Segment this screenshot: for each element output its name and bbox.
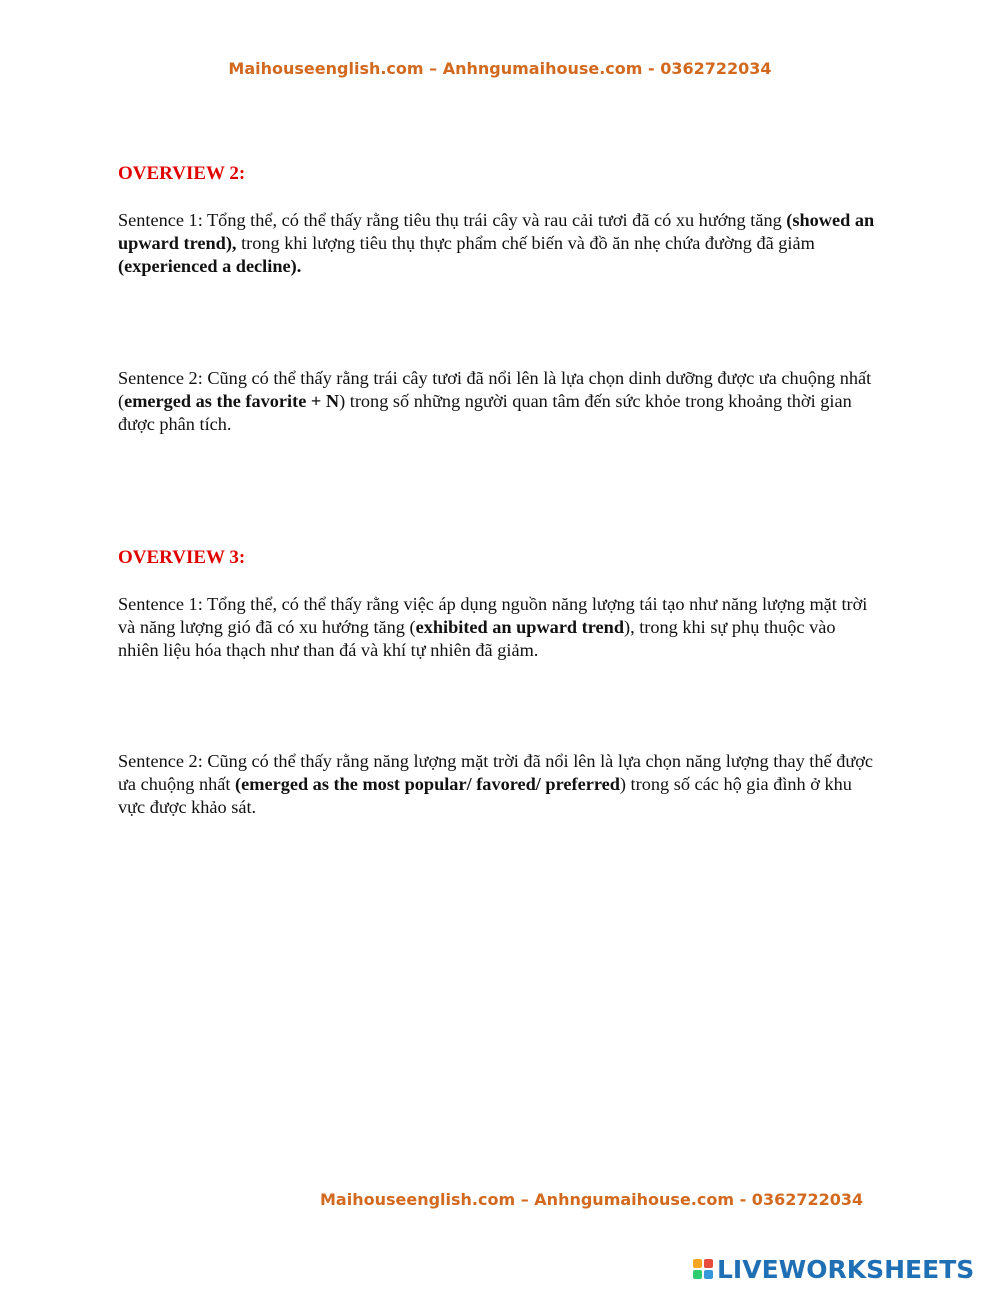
- logo-square-icon: [704, 1270, 713, 1279]
- logo-square-icon: [693, 1259, 702, 1268]
- overview-2-sentence-1: Sentence 1: Tổng thể, có thể thấy rằng tiêu thụ trái cây và rau cải tươi đã có xu hướng tăng (showed an upward trend), trong khi lượng tiêu thụ thực phẩm chế biến và đồ ăn nhẹ chứa đường đã giảm (experienced a decline).: [118, 210, 875, 276]
- logo-square-icon: [704, 1259, 713, 1268]
- logo-square-icon: [693, 1270, 702, 1279]
- page-header: Maihouseenglish.com – Anhngumaihouse.com - 0362722034: [228, 59, 772, 78]
- liveworksheets-logo: [693, 1255, 974, 1283]
- overview-3-sentence-1: Sentence 1: Tổng thể, có thể thấy rằng việc áp dụng nguồn năng lượng tái tạo như năng lượng mặt trời và năng lượng gió đã có xu hướng tăng (exhibited an upward trend), trong khi sự phụ thuộc vào nhiên liệu hóa thạch như than đá và khí tự nhiên đã giảm.: [118, 594, 868, 660]
- liveworksheets-logo-icon: [693, 1259, 713, 1279]
- overview-3-sentence-2: Sentence 2: Cũng có thể thấy rằng năng lượng mặt trời đã nổi lên là lựa chọn năng lượng thay thế được ưa chuộng nhất (emerged as the most popular/ favored/ preferred) trong số các hộ gia đình ở khu vực được khảo sát.: [118, 751, 874, 817]
- overview-2-sentence-2: Sentence 2: Cũng có thể thấy rằng trái cây tươi đã nổi lên là lựa chọn dinh dưỡng được ưa chuộng nhất (emerged as the favorite + N) trong số những người quan tâm đến sức khỏe trong khoảng thời gian được phân tích.: [118, 368, 872, 434]
- page-footer: Maihouseenglish.com – Anhngumaihouse.com - 0362722034: [320, 1190, 864, 1209]
- overview-2-title: OVERVIEW 2:: [118, 163, 246, 184]
- overview-3-title: OVERVIEW 3:: [118, 547, 246, 568]
- logo-text: LIVEWORKSHEETS: [717, 1254, 975, 1284]
